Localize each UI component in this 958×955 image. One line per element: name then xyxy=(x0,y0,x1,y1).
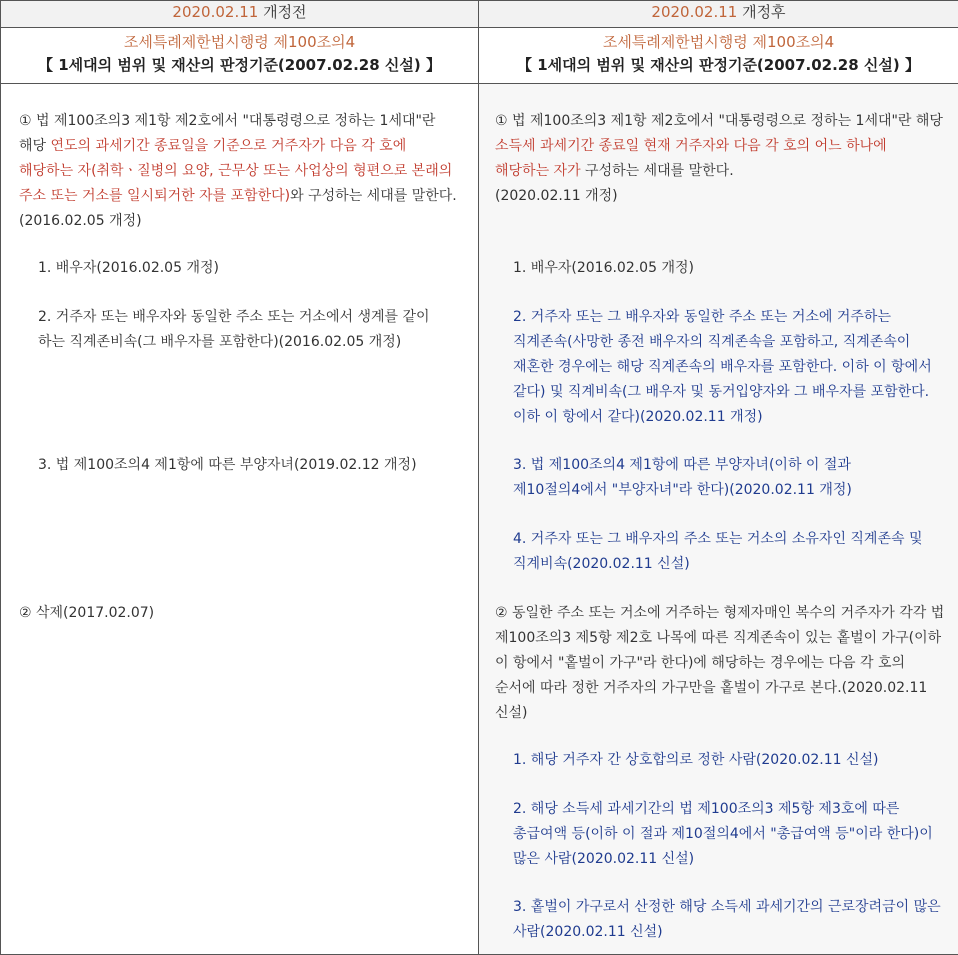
header-new xyxy=(479,1,958,28)
new-item-3: 3. 법 제100조의4 제1항에 따른 부양자녀(이하 이 절과 제10절의4에서 "부양자녀"라 한다)(2020.02.11 개정) xyxy=(513,453,945,503)
new-p2-item-1: 1. 해당 거주자 간 상호합의로 정한 사람(2020.02.11 신설) xyxy=(513,748,945,773)
header-new-label: 개정후 xyxy=(737,3,785,21)
new-paragraph-1 xyxy=(495,109,945,209)
new-p1-highlight: 소득세 과세기간 종료일 현재 거주자와 다음 각 호의 어느 하나에 해당하는 자가 xyxy=(495,138,887,179)
new-item-4: 4. 거주자 또는 그 배우자의 주소 또는 거소의 소유자인 직계존속 및 직계비속(2020.02.11 신설) xyxy=(513,527,945,577)
title-old xyxy=(1,28,479,84)
new-content xyxy=(479,84,958,955)
old-content xyxy=(1,84,479,955)
old-item-3: 3. 법 제100조의4 제1항에 따른 부양자녀(2019.02.12 개정) xyxy=(38,453,459,478)
new-p1-tail: 구성하는 세대를 말한다. xyxy=(581,163,734,179)
old-p1-tail: 와 구성하는 세대를 말한다.(2016.02.05 개정) xyxy=(19,188,457,229)
new-p2-item-3: 3. 홑벌이 가구로서 산정한 해당 소득세 과세기간의 근로장려금이 많은 사람(2020.02.11 신설) xyxy=(513,895,945,945)
new-paragraph-2: ② 동일한 주소 또는 거소에 거주하는 형제자매인 복수의 거주자가 각각 법 제100조의3 제5항 제2호 나목에 따른 직계존속이 있는 홑벌이 가구(이하 이 항에서 "홑벌이 가구"라 한다)에 해당하는 경우에는 다음 각 호의 순서에 따라 정한 거주자의 가구만을 홑벌이 가구로 본다.(2020.02.11 신설) xyxy=(495,601,945,726)
new-item-2: 2. 거주자 또는 그 배우자와 동일한 주소 또는 거소에 거주하는 직계존속(사망한 종전 배우자의 직계존속을 포함하고, 직계존속이 재혼한 경우에는 해당 직계존속의 배우자를 포함한다. 이하 이 항에서 같다) 및 직계비속(그 배우자 및 동거입양자와 그 배우자를 포함한다. 이하 이 항에서 같다)(2020.02.11 개정) xyxy=(513,305,945,430)
old-p1-highlight: 연도의 과세기간 종료일을 기준으로 거주자가 다음 각 호에 해당하는 자(취학ㆍ질병의 요양, 근무상 또는 사업상의 형편으로 본래의 주소 또는 거소를 일시퇴거한 자를 포함한다) xyxy=(19,138,452,204)
law-title-new: 조세특례제한법시행령 제100조의4 xyxy=(483,31,954,54)
new-p1-lead: ① 법 제100조의3 제1항 제2호에서 "대통령령으로 정하는 1세대"란 해당 xyxy=(495,113,943,129)
old-item-2: 2. 거주자 또는 배우자와 동일한 주소 또는 거소에서 생계를 같이 하는 직계존비속(그 배우자를 포함한다)(2016.02.05 개정) xyxy=(38,305,459,355)
new-p1-date: (2020.02.11 개정) xyxy=(495,188,618,204)
header-new-date: 2020.02.11 xyxy=(651,3,737,21)
old-item-1: 1. 배우자(2016.02.05 개정) xyxy=(38,256,459,281)
old-paragraph-2: ② 삭제(2017.02.07) xyxy=(19,601,459,626)
title-new xyxy=(479,28,958,84)
new-item-1: 1. 배우자(2016.02.05 개정) xyxy=(513,256,945,281)
new-p2-item-2: 2. 해당 소득세 과세기간의 법 제100조의3 제5항 제3호에 따른 총급여액 등(이하 이 절과 제10절의4에서 "총급여액 등"이라 한다)이 많은 사람(2020.02.11 신설) xyxy=(513,797,945,872)
old-paragraph-1 xyxy=(19,109,459,234)
header-old-date: 2020.02.11 xyxy=(172,3,258,21)
subject-title-old: 【 1세대의 범위 및 재산의 판정기준(2007.02.28 신설) 】 xyxy=(5,54,474,77)
subject-title-new: 【 1세대의 범위 및 재산의 판정기준(2007.02.28 신설) 】 xyxy=(483,54,954,77)
header-old xyxy=(1,1,479,28)
header-old-label: 개정전 xyxy=(258,3,306,21)
law-title-old: 조세특례제한법시행령 제100조의4 xyxy=(5,31,474,54)
old-p1-lead: ① 법 제100조의3 제1항 제2호에서 "대통령령으로 정하는 1세대"란 해당 xyxy=(19,113,435,154)
